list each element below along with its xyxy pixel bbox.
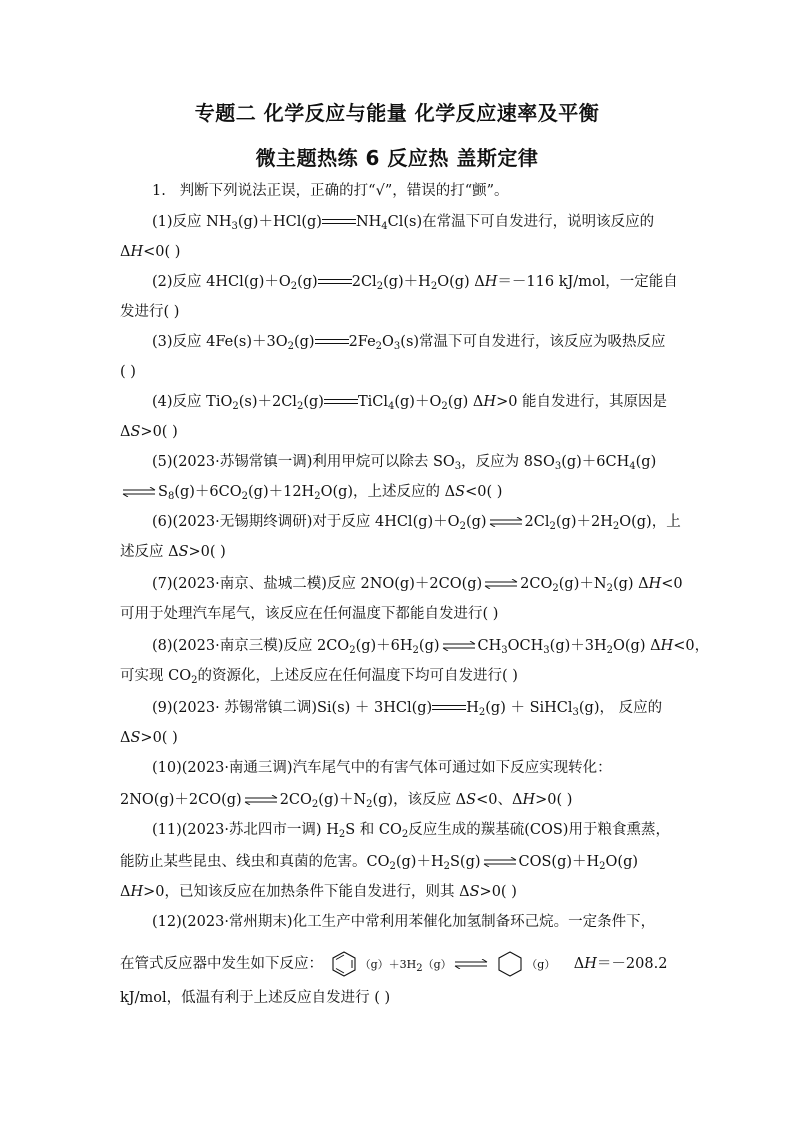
equals-sign <box>322 218 356 226</box>
statement-9-line-2: ΔS>0( ) <box>120 730 178 746</box>
reversible-arrow-icon <box>442 641 476 651</box>
statement-1-line-1: (1)反应 $NH_3(g)+HCl(g)$ $NH_4Cl(s)$在常温下可自发进行，说明该反应的 <box>152 214 655 232</box>
statement-7-line-1: (7)(2023·南京、盐城二模)反应 2NO(g)＋2CO(g) $2CO_2(g)+N_2(g)$ ΔH<0 <box>152 576 683 594</box>
reversible-arrow-icon <box>454 959 488 969</box>
benzene-ring-icon <box>331 950 357 978</box>
statement-2-line-1: (2)反应 $4HCl(g)+O_2(g)$ $2Cl_2(g)+H_2O(g)$ ΔH＝－116 kJ/mol，一定能自 <box>152 274 678 292</box>
topic-title: 专题二 化学反应与能量 化学反应速率及平衡 <box>194 101 600 125</box>
reversible-arrow-icon <box>483 857 517 867</box>
statement-11-line-1: (11)(2023·苏北四市一调) $H_2S$ 和 $CO_2$反应生成的羰基硫(COS)用于粮食熏蒸， <box>152 822 670 840</box>
statement-6-line-2: 述反应 ΔS>0( ) <box>120 544 226 560</box>
statement-10-line-1: (10)(2023·南通三调)汽车尾气中的有害气体可通过如下反应实现转化： <box>152 760 612 776</box>
equals-sign <box>432 704 466 712</box>
equals-sign <box>324 398 358 406</box>
statement-3-line-1: (3)反应 $4Fe(s)+3O_2(g)$ $2Fe_2O_3(s)$常温下可自发进行，该反应为吸热反应 <box>152 334 666 352</box>
statement-4-line-1: (4)反应 $TiO_2(s)+2Cl_2(g)$ $TiCl_4(g)+O_2(g)$ ΔH>0 能自发进行，其原因是 <box>152 394 668 412</box>
statement-9-line-1: (9)(2023· 苏锡常镇二调)Si(s) ＋ 3HCl(g) $H_2(g)$ ＋ SiHCl$_3$(g)， 反应的 <box>152 700 663 718</box>
statement-8-line-2: 可实现 $CO_2$的资源化，上述反应在任何温度下均可自发进行( ) <box>120 668 518 686</box>
question-stem-text: 判断下列说法正误，正确的打“√”，错误的打“颤”。 <box>179 183 509 199</box>
statement-11-line-3: ΔH>0，已知该反应在加热条件下能自发进行，则其 ΔS>0( ) <box>120 884 517 900</box>
statement-5-line-1: (5)(2023·苏锡常镇一调)利用甲烷可以除去 $SO_3$，反应为 $8SO_3(g)+6CH_4(g)$ <box>152 454 657 472</box>
statement-7-line-2: 可用于处理汽车尾气，该反应在任何温度下都能自发进行( ) <box>120 606 499 622</box>
statement-12-line-3: kJ/mol，低温有利于上述反应自发进行 ( ) <box>120 990 391 1006</box>
statement-6-line-1: (6)(2023·无锡期终调研)对于反应 $4HCl(g)+O_2(g)$ $2Cl_2(g)+2H_2O(g)$，上 <box>152 514 681 532</box>
statement-2-line-2: 发进行( ) <box>120 304 180 320</box>
subtopic-title: 微主题热练 6 反应热 盖斯定律 <box>255 146 539 170</box>
question-number: 1. <box>152 183 166 199</box>
statement-12-line-1: (12)(2023·常州期末)化工生产中常利用苯催化加氢制备环己烷。一定条件下， <box>152 914 656 930</box>
question-1-stem <box>152 181 509 201</box>
reversible-arrow-icon <box>122 487 156 497</box>
statement-4-line-2: ΔS>0( ) <box>120 424 178 440</box>
equals-sign <box>315 338 349 346</box>
statement-10-line-2: 2NO(g)＋2CO(g) $2CO_2(g)+N_2(g)$，该反应 ΔS<0、ΔH>0( ) <box>120 792 573 810</box>
reversible-arrow-icon <box>489 517 523 527</box>
equals-sign <box>318 278 352 286</box>
statement-11-line-2: 能防止某些昆虫、线虫和真菌的危害。$CO_2(g)+H_2S(g)$ $COS(g)+H_2O(g)$ <box>120 854 639 872</box>
statement-1-line-2: ΔH<0( ) <box>120 244 181 260</box>
reversible-arrow-icon <box>244 795 278 805</box>
statement-3-line-2: ( ) <box>120 364 136 380</box>
reversible-arrow-icon <box>484 579 518 589</box>
statement-12-line-2: 在管式反应器中发生如下反应： $(g)+3H_2(g)$ （g） ΔH＝－208.2 <box>120 950 667 978</box>
statement-5-line-2: $S_8(g)+6CO_2(g)+12H_2O(g)$，上述反应的 ΔS<0( ) <box>120 482 502 502</box>
cyclohexane-ring-icon <box>497 950 523 978</box>
statement-8-line-1: (8)(2023·南京三模)反应 $2CO_2(g)+6H_2(g)$ $CH_3OCH_3(g)+3H_2O(g)$ ΔH<0， <box>152 638 710 656</box>
